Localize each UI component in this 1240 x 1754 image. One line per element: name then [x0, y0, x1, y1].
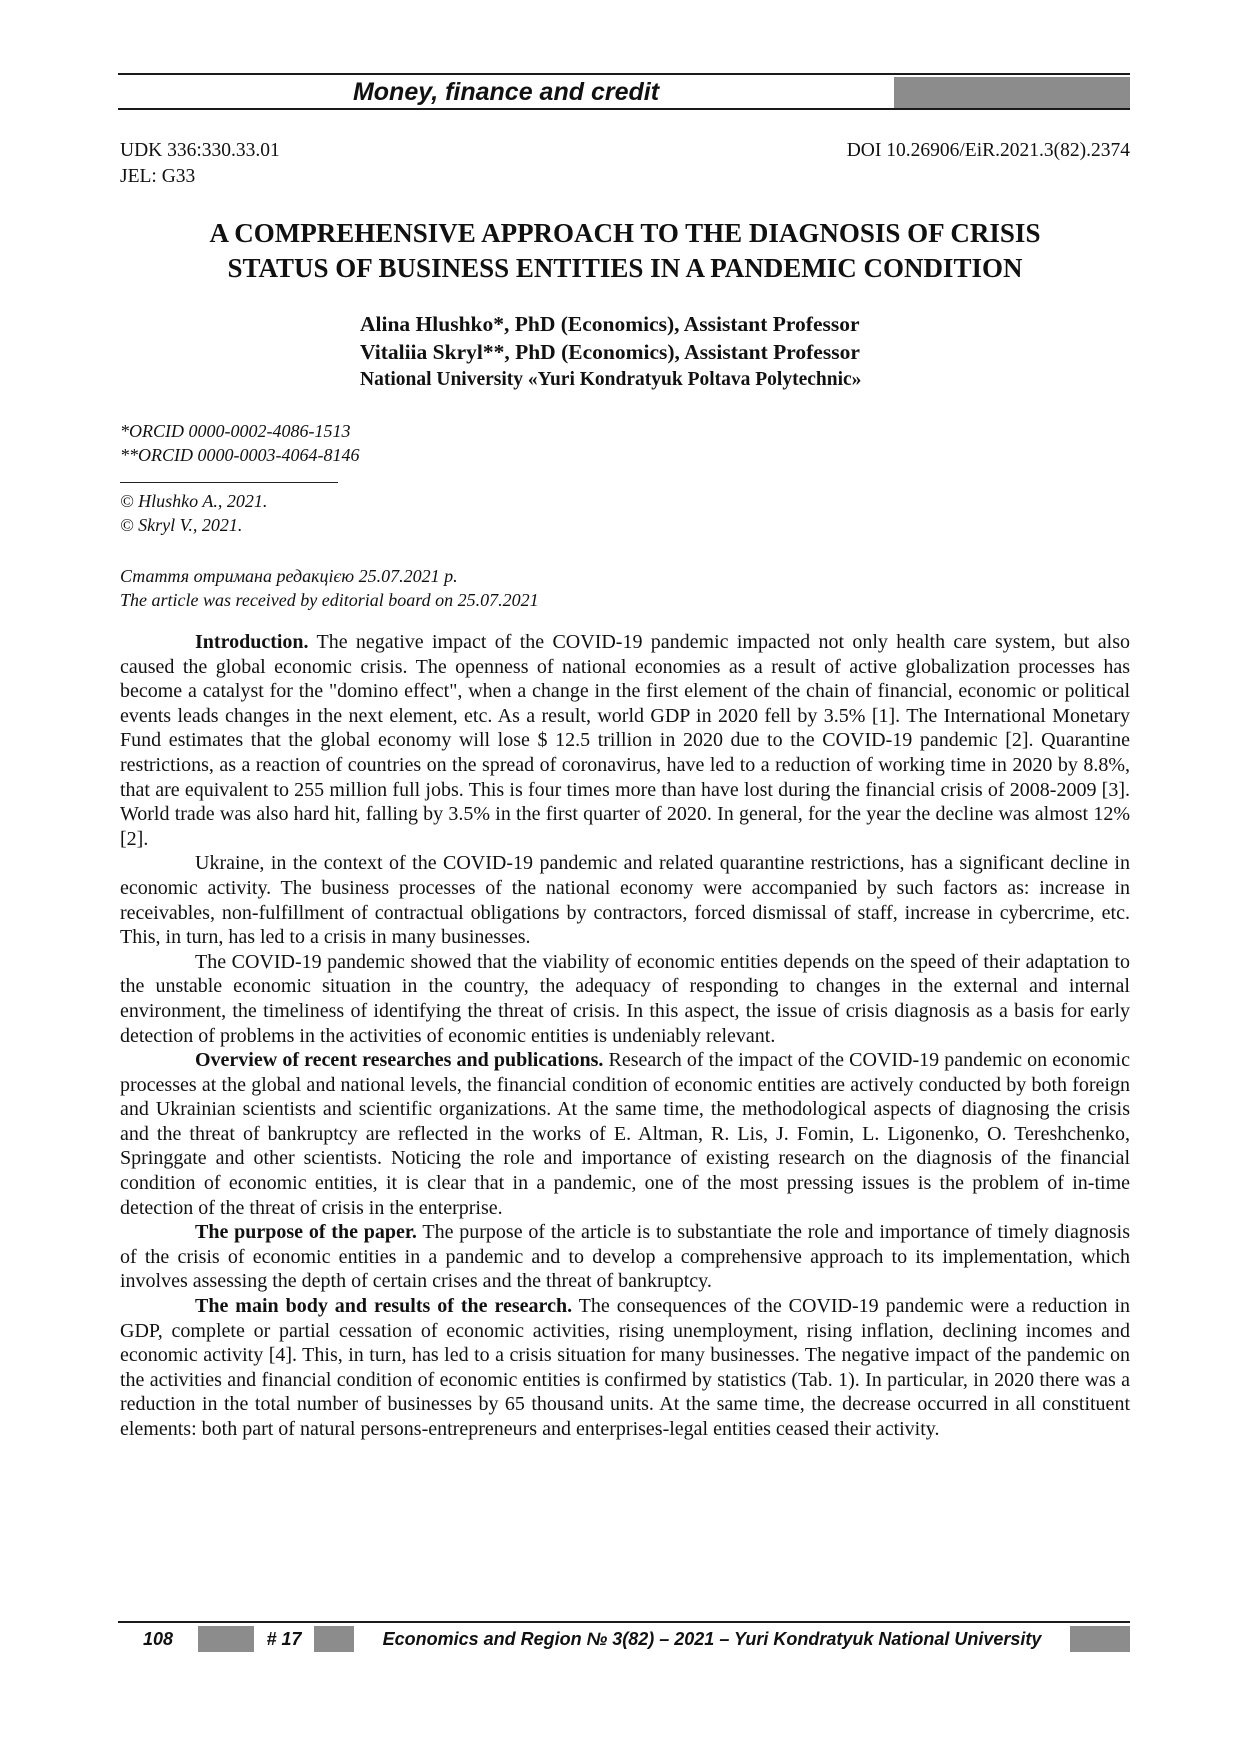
paragraph-text: The consequences of the COVID-19 pandemic were a reduction in GDP, complete or partial cessation of economic activities, rising unemployment, rising inflation, declining incomes and economic activity [4]. This, in turn, has led to a crisis situation for many businesses. The negative impact of the pandemic on the activities and financial condition of economic entities is confirmed by statistics (Tab. 1). In particular, in 2020 there was a reduction in the total number of businesses by 65 thousand units. At the same time, the decrease occurred in all constituent elements: both part of natural persons-entrepreneurs and enterprises-legal entities ceased their activity. — [120, 1295, 1130, 1440]
copyright-block — [120, 489, 267, 537]
footer-gray-band — [1070, 1626, 1130, 1652]
footer-gray-band — [314, 1626, 354, 1652]
classification-codes — [120, 138, 280, 190]
orcid-id: **ORCID 0000-0003-4064-8146 — [120, 445, 360, 465]
received-line: Стаття отримана редакцією 25.07.2021 р. — [120, 566, 458, 586]
section-heading: Overview of recent researches and publications. — [195, 1049, 604, 1072]
udk-code: UDK 336:330.33.01 — [120, 140, 280, 161]
article-title — [120, 216, 1130, 286]
copyright-line: © Hlushko A., 2021. — [120, 491, 268, 511]
running-header — [118, 77, 1130, 108]
header-bottom-rule — [118, 108, 1130, 110]
author-name: Alina Hlushko*, PhD (Economics), Assistant Professor — [360, 312, 860, 336]
author-name: Vitaliia Skryl**, PhD (Economics), Assistant Professor — [360, 340, 860, 364]
article-body — [120, 630, 1130, 1442]
title-line: A COMPREHENSIVE APPROACH TO THE DIAGNOSIS OF CRISIS — [209, 218, 1041, 248]
title-line: STATUS OF BUSINESS ENTITIES IN A PANDEMIC CONDITION — [227, 253, 1023, 283]
header-top-rule — [118, 73, 1130, 75]
received-block — [120, 564, 539, 612]
copyright-line: © Skryl V., 2021. — [120, 515, 243, 535]
paragraph-main-body — [120, 1294, 1130, 1442]
issue-number: # 17 — [266, 1629, 302, 1649]
footer-rule — [118, 1621, 1130, 1623]
doi: DOI 10.26906/EiR.2021.3(82).2374 — [846, 140, 1130, 161]
footnote-rule — [120, 482, 338, 483]
footer-journal: Economics and Region № 3(82) – 2021 – Yuri Kondratyuk National University — [382, 1629, 1042, 1649]
paragraph-purpose — [120, 1220, 1130, 1294]
paragraph-text: The negative impact of the COVID-19 pandemic impacted not only health care system, but also caused the global economic crisis. The openness of national economies as a result of active globalization processes has become a catalyst for the "domino effect", when a change in the first element of the chain of financial, economic or political events leads changes in the next element, etc. As a result, world GDP in 2020 fell by 3.5% [1]. The International Monetary Fund estimates that the global economy will lose $ 12.5 trillion in 2020 due to the COVID-19 pandemic [2]. Quarantine restrictions, as a reaction of countries on the spread of coronavirus, have led to a reduction of working time in 2020 by 8.8%, that are equivalent to 255 million full jobs. This is four times more than have lost during the financial crisis of 2008-2009 [3]. World trade was also hard hit, falling by 3.5% in the first quarter of 2020. In general, for the year the decline was almost 12% [2]. — [120, 631, 1130, 850]
running-footer — [118, 1621, 1130, 1652]
author-block — [360, 310, 1000, 394]
header-gray-band — [894, 77, 1130, 108]
footer-gray-band — [198, 1626, 254, 1652]
orcid-id: *ORCID 0000-0002-4086-1513 — [120, 421, 351, 441]
paragraph-introduction — [120, 630, 1130, 851]
jel-code: JEL: G33 — [120, 166, 196, 187]
section-heading: The purpose of the paper. — [195, 1221, 417, 1244]
received-line: The article was received by editorial board on 25.07.2021 — [120, 590, 539, 610]
page-number: 108 — [142, 1629, 174, 1649]
paragraph-overview — [120, 1048, 1130, 1220]
section-heading: The main body and results of the research. — [195, 1295, 573, 1318]
journal-section: Money, finance and credit — [352, 78, 660, 106]
paragraph-text: Research of the impact of the COVID-19 pandemic on economic processes at the global and national levels, the financial condition of economic entities are actively conducted by both foreign and Ukrainian scientists and scientific organizations. At the same time, the methodological aspects of diagnosing the crisis and the threat of bankruptcy are reflected in the works of E. Altman, R. Lis, J. Fomin, L. Ligonenko, O. Tereshchenko, Springgate and other scientists. Noticing the role and importance of existing research on the diagnosis of the financial condition of economic entities, it is clear that in a pandemic, one of the most pressing issues is the problem of in-time detection of the threat of crisis in the enterprise. — [120, 1049, 1130, 1219]
paragraph-text: The purpose of the article is to substantiate the role and importance of timely diagnosis of the crisis of economic entities in a pandemic and to develop a comprehensive approach to its implementation, which involves assessing the depth of certain crises and the threat of bankruptcy. — [120, 1221, 1130, 1293]
author-affiliation: National University «Yuri Kondratyuk Poltava Polytechnic» — [360, 369, 862, 390]
paragraph: The COVID-19 pandemic showed that the viability of economic entities depends on the speed of their adaptation to the unstable economic situation in the country, the adequacy of responding to changes in the external and internal environment, the timeliness of identifying the threat of crisis. In this aspect, the issue of crisis diagnosis as a basis for early detection of problems in the activities of economic entities is undeniably relevant. — [120, 950, 1130, 1047]
paragraph: Ukraine, in the context of the COVID-19 pandemic and related quarantine restrictions, has a significant decline in economic activity. The business processes of the national economy were accompanied by such factors as: increase in receivables, non-fulfillment of contractual obligations by contractors, forced dismissal of staff, increase in cybercrime, etc. This, in turn, has led to a crisis in many businesses. — [120, 852, 1130, 949]
section-heading: Introduction. — [195, 631, 309, 653]
orcid-block — [120, 419, 359, 467]
